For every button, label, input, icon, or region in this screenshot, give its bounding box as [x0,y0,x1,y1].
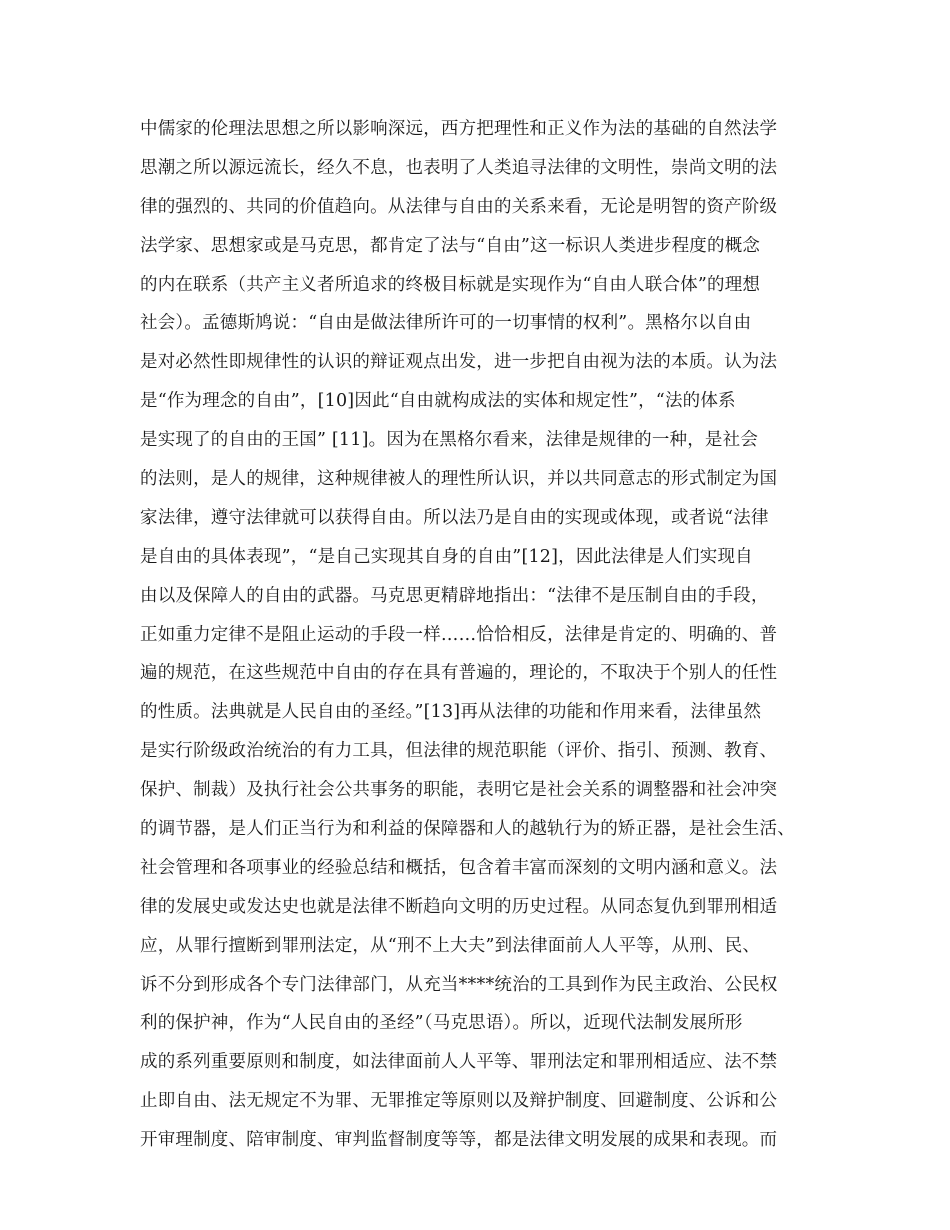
text-line: 开审理制度、陪审制度、审判监督制度等等，都是法律文明发展的成果和表现。而 [140,1130,778,1151]
text-line: 应，从罪行擅断到罪刑法定，从“刑不上大夫”到法律面前人人平等，从刑、民、 [140,935,761,956]
text-line: 是“作为理念的自由”，[10]因此“自由就构成法的实体和规定性”，“法的体系 [140,391,736,412]
text-line: 中儒家的伦理法思想之所以影响深远，西方把理性和正义作为法的基础的自然法学 [140,119,778,139]
text-line: 利的保护神，作为“人民自由的圣经”（马克思语）。所以，近现代法制发展所形 [140,1013,743,1034]
text-line: 是对必然性即规律性的认识的辩证观点出发，进一步把自由视为法的本质。认为法 [140,352,778,373]
text-line: 成的系列重要原则和制度，如法律面前人人平等、罪刑法定和罪刑相适应、法不禁 [140,1052,778,1073]
text-line: 家法律，遵守法律就可以获得自由。所以法乃是自由的实现或体现，或者说“法律 [140,507,769,528]
text-line: 由以及保障人的自由的武器。马克思更精辟地指出：“法律不是压制自由的手段， [140,585,769,606]
text-line: 法学家、思想家或是马克思，都肯定了法与“自由”这一标识人类进步程度的概念 [140,235,761,256]
text-line: 止即自由、法无规定不为罪、无罪推定等原则以及辩护制度、回避制度、公诉和公 [140,1091,778,1112]
text-line: 律的强烈的、共同的价值趋向。从法律与自由的关系来看，无论是明智的资产阶级 [140,196,778,217]
text-line: 诉不分到形成各个专门法律部门，从充当****统治的工具到作为民主政治、公民权 [140,974,778,995]
text-line: 是实行阶级政治统治的有力工具，但法律的规范职能（评价、指引、预测、教育、 [140,741,778,762]
text-line: 律的发展史或发达史也就是法律不断趋向文明的历史过程。从同态复仇到罪刑相适 [140,896,778,917]
text-line: 的内在联系（共产主义者所追求的终极目标就是实现作为“自由人联合体”的理想 [140,274,761,295]
body-paragraph [140,110,820,1160]
text-line: 保护、制裁）及执行社会公共事务的职能，表明它是社会关系的调整器和社会冲突 [140,780,778,801]
text-line: 社会）。孟德斯鸠说：“自由是做法律所许可的一切事情的权利”。黑格尔以自由 [140,313,752,334]
text-line: 正如重力定律不是阻止运动的手段一样……恰恰相反，法律是肯定的、明确的、普 [140,624,778,645]
text-line: 的法则，是人的规律，这种规律被人的理性所认识，并以共同意志的形式制定为国 [140,469,778,490]
text-line: 遍的规范，在这些规范中自由的存在具有普遍的，理论的，不取决于个别人的任性 [140,663,778,684]
text-line: 社会管理和各项事业的经验总结和概括，包含着丰富而深刻的文明内涵和意义。法 [140,857,778,878]
text-line: 是自由的具体表现”，“是自己实现其自身的自由”[12]，因此法律是人们实现自 [140,546,753,567]
text-line: 是实现了的自由的王国” [11]。因为在黑格尔看来，法律是规律的一种，是社会 [140,430,759,451]
text-line: 思潮之所以源远流长，经久不息，也表明了人类追寻法律的文明性，崇尚文明的法 [140,157,778,178]
text-line: 的性质。法典就是人民自由的圣经。”[13]再从法律的功能和作用来看，法律虽然 [140,702,762,723]
text-line: 的调节器，是人们正当行为和利益的保障器和人的越轨行为的矫正器，是社会生活、 [140,819,795,840]
